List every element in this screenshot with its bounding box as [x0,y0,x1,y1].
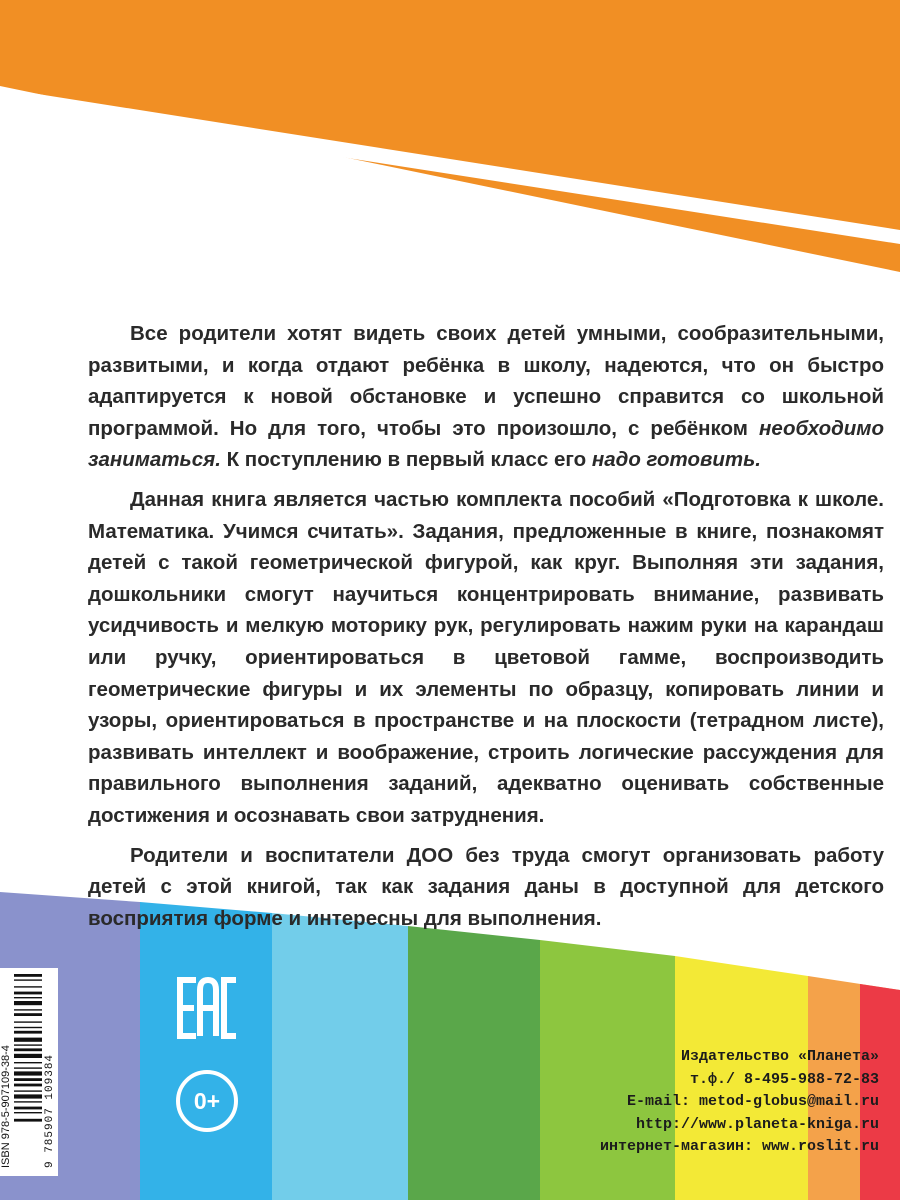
publisher-info [600,1046,879,1159]
emphasis-prepare: надо готовить. [591,448,761,472]
paragraph-1-text-2: К поступлению в первый класс его [220,448,592,472]
paragraph-3: Родители и воспитатели ДОО без труда смогут организовать работу детей с этой книгой, так как задания даны в доступной для детского восприятия форме и интересны для выполнения. [88,843,884,930]
age-rating-badge: 0+ [176,1070,238,1132]
stripe-3 [272,913,408,1200]
isbn-label: ISBN 978-5-907109-38-4 [0,1045,12,1168]
publisher-email: E-mail: metod-globus@mail.ru [626,1093,879,1111]
publisher-name: Издательство «Планета» [680,1048,879,1065]
barcode-digits: 9 785907 109384 [44,1053,56,1168]
publisher-shop: интернет-магазин: www.roslit.ru [599,1138,879,1156]
paragraph-1 [88,318,884,476]
stripe-4 [408,926,540,1200]
description-text [88,318,884,942]
paragraph-2: Данная книга является частью комплекта пособий «Подготовка к школе. Математика. Учимся считать». Задания, предложенные в книге, познакомят детей с такой геометрической фигурой, как круг. Выполняя эти задания, дошкольники смогут научиться концентрировать внимание, развивать усидчивость и мелкую моторику рук, регулировать нажим руки на карандаш или ручку, ориентироваться в цветовой гамме, воспроизводить геометрические фигуры и их элементы по образцу, копировать линии и узоры, ориентироваться в пространстве и на плоскости (тетрадном листе), развивать интеллект и воображение, строить логические рассуждения для правильного выполнения заданий, адекватно оценивать собственные достижения и осознавать свои затруднения. [88,487,884,827]
eac-logo-icon [176,976,240,1040]
publisher-site: http://www.planeta-kniga.ru [635,1115,879,1133]
stripe-2 [140,902,272,1200]
paragraph-1-text: Все родители хотят видеть своих детей умными, сообразительными, развитыми, и когда отдают ребёнка в школу, надеются, что он быстро адаптируется к новой обстановке и успешно справится со школьной программой. Но для того, чтобы это произошло, с ребёнком [88,322,884,440]
emphasis-study: необходимо заниматься. [88,416,884,472]
publisher-phone: т.ф./ 8-495-988-72-83 [689,1070,879,1088]
